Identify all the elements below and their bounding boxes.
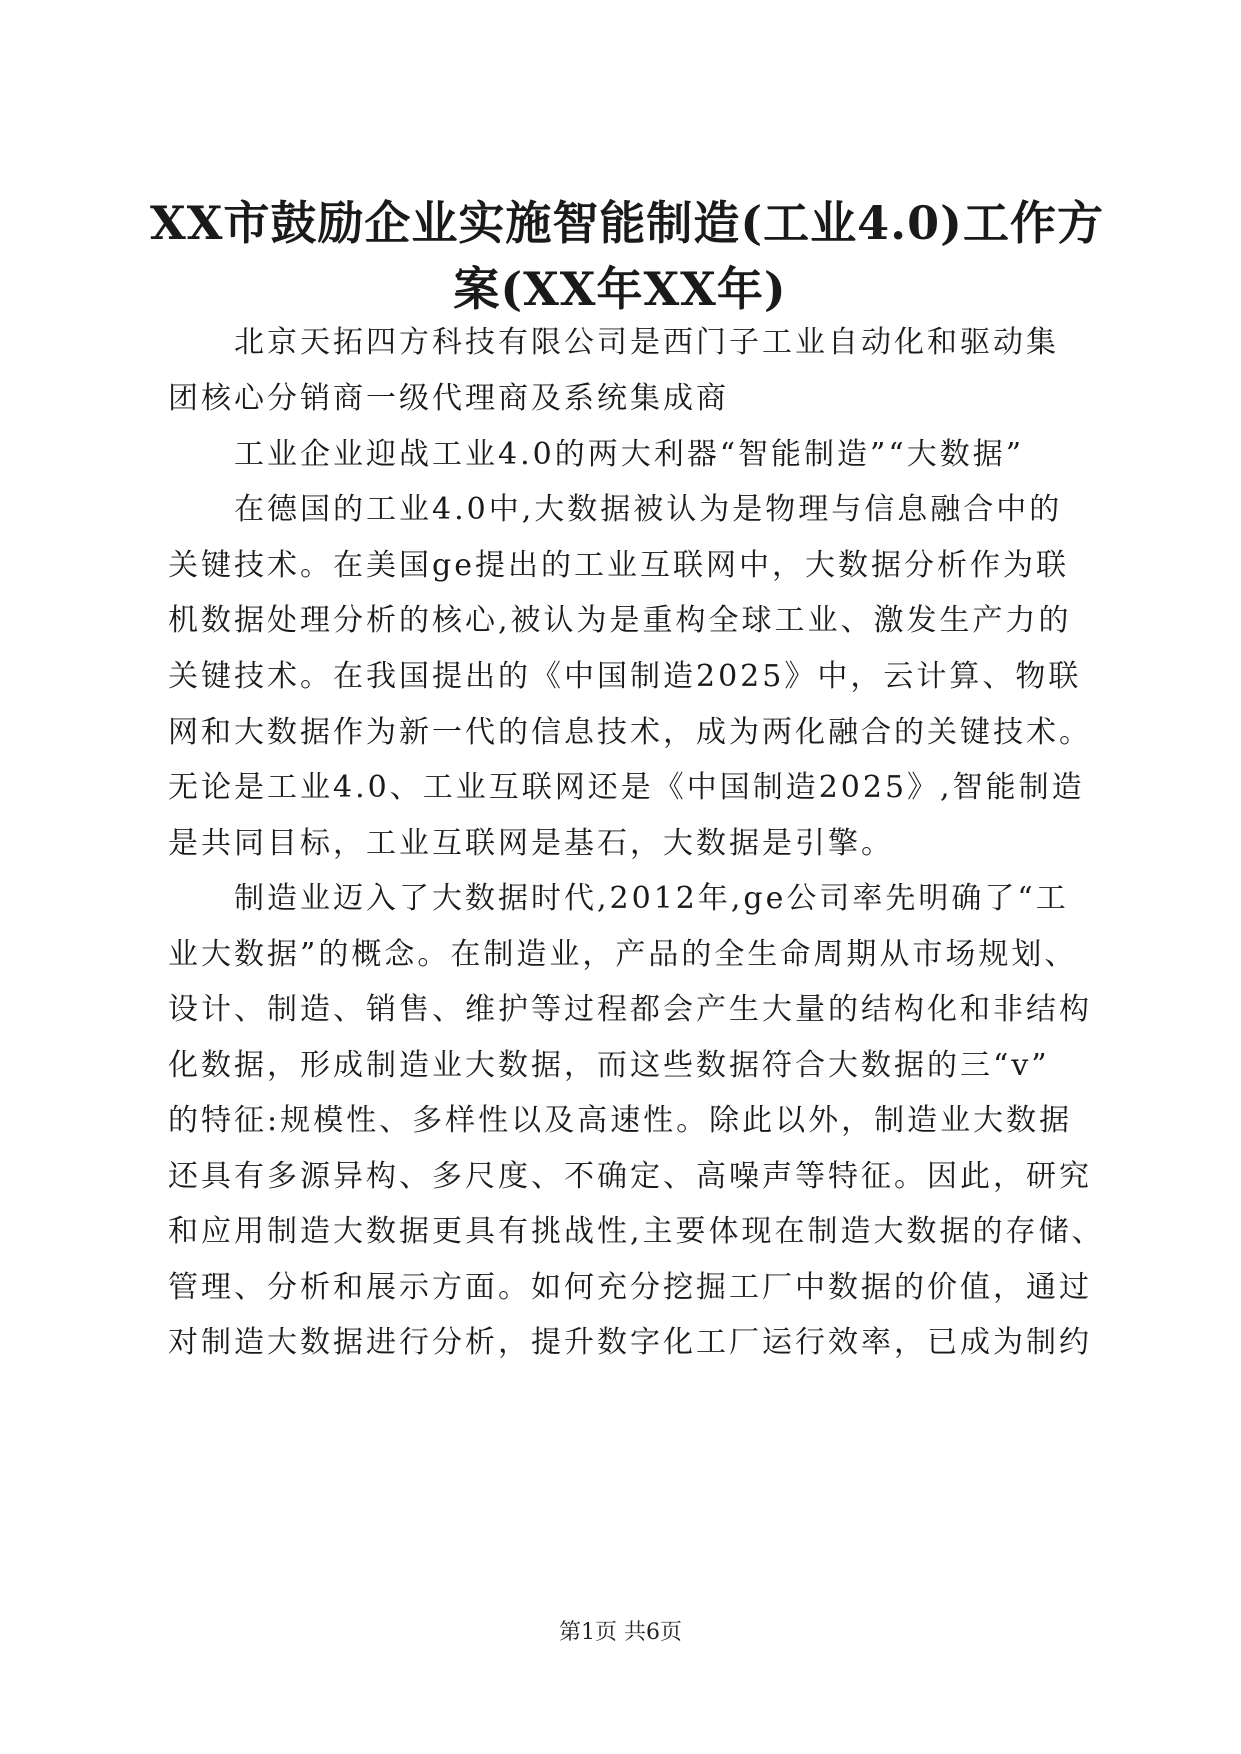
body-line: 还具有多源异构、多尺度、不确定、高噪声等特征。因此，研究: [168, 1159, 1092, 1194]
body-line: 北京天拓四方科技有限公司是西门子工业自动化和驱动集: [234, 325, 1059, 360]
body-line: 在德国的工业4.0中,大数据被认为是物理与信息融合中的: [234, 492, 1063, 527]
body-line: 对制造大数据进行分析，提升数字化工厂运行效率，已成为制约: [168, 1325, 1092, 1360]
body-line: 工业企业迎战工业4.0的两大利器“智能制造”“大数据”: [234, 437, 1025, 472]
title-line-1: XX市鼓励企业实施智能制造(工业4.0)工作方: [150, 196, 1104, 250]
body-line: 管理、分析和展示方面。如何充分挖掘工厂中数据的价值，通过: [168, 1270, 1092, 1305]
body-line: 和应用制造大数据更具有挑战性,主要体现在制造大数据的存储、: [168, 1214, 1105, 1249]
body-line: 业大数据”的概念。在制造业，产品的全生命周期从市场规划、: [168, 937, 1078, 972]
title-line-2: 案(XX年XX年): [453, 262, 787, 316]
body-line: 设计、制造、销售、维护等过程都会产生大量的结构化和非结构: [168, 992, 1092, 1027]
body-line: 化数据，形成制造业大数据，而这些数据符合大数据的三“v”: [168, 1048, 1050, 1083]
body-line: 无论是工业4.0、工业互联网还是《中国制造2025》,智能制造: [168, 770, 1085, 805]
body-line: 机数据处理分析的核心,被认为是重构全球工业、激发生产力的: [168, 603, 1072, 638]
body-line: 关键技术。在美国ge提出的工业互联网中，大数据分析作为联: [168, 548, 1069, 583]
body-line: 制造业迈入了大数据时代,2012年,ge公司率先明确了“工: [234, 881, 1069, 916]
body-line: 是共同目标，工业互联网是基石，大数据是引擎。: [168, 826, 894, 861]
body-line: 的特征:规模性、多样性以及高速性。除此以外，制造业大数据: [168, 1103, 1073, 1138]
page-footer: 第1页 共6页: [559, 1620, 682, 1645]
body-line: 网和大数据作为新一代的信息技术，成为两化融合的关键技术。: [168, 715, 1092, 750]
body-line: 关键技术。在我国提出的《中国制造2025》中，云计算、物联: [168, 659, 1082, 694]
document-title: [150, 190, 1104, 322]
body-line: 团核心分销商一级代理商及系统集成商: [168, 381, 729, 416]
